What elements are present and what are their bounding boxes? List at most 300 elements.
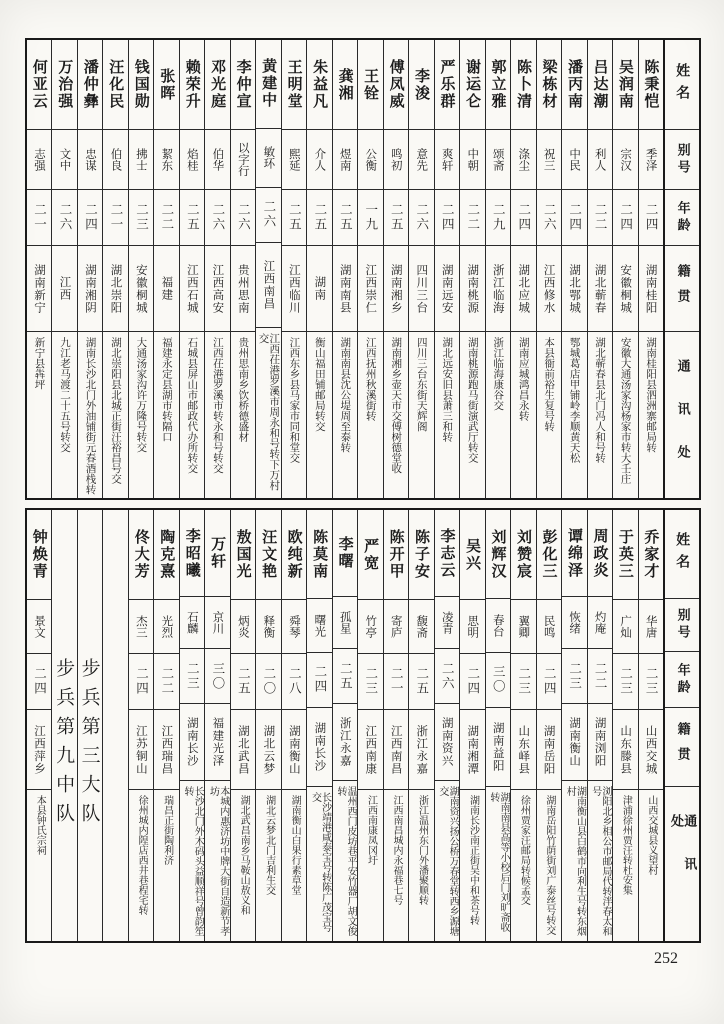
- address-cell: 江西南康凤冈圩: [365, 795, 377, 865]
- origin-cell: 山东峄县: [511, 710, 535, 790]
- address-cell: 江西抚州秋溪街转: [364, 337, 377, 421]
- header-column: [663, 510, 699, 941]
- address-cell: 安徽大通汤家沟杨家市转大壬庄: [619, 337, 632, 484]
- entry-column: [561, 40, 586, 498]
- entry-column: [612, 510, 637, 941]
- origin-cell: 湖南: [307, 246, 331, 332]
- origin-cell: 湖南浏阳: [588, 704, 612, 781]
- origin-cell: 湖南长沙: [180, 704, 204, 781]
- alias-cell: 敏环: [256, 129, 280, 188]
- address-cell: 本县衙前裕生复号转: [543, 337, 556, 432]
- alias-cell: 曙光: [307, 599, 331, 653]
- name-cell: 李仲宣: [231, 40, 255, 130]
- name-cell: 李曙: [333, 510, 357, 597]
- name-cell: 陶克熹: [154, 510, 178, 600]
- name-cell: 刘辉汉: [486, 510, 510, 599]
- entry-column: [638, 510, 663, 941]
- age-cell: 二五: [231, 654, 255, 710]
- alias-cell: 忠谋: [78, 130, 102, 190]
- alias-cell: 翼卿: [511, 600, 535, 654]
- entry-column: [128, 510, 153, 941]
- entry-column: [536, 40, 561, 498]
- alias-cell: 熙延: [282, 130, 306, 190]
- name-cell: 严宽: [358, 510, 382, 600]
- alias-cell: 煜南: [333, 130, 357, 190]
- origin-cell: 江西南昌: [256, 243, 280, 328]
- age-cell: 二五: [333, 649, 357, 703]
- address-cell: 江西南昌城内永福巷七号: [391, 795, 402, 905]
- address-cell: 徐州城内隍店西井巷程宅转: [136, 795, 148, 915]
- age-cell: 二四: [613, 190, 637, 246]
- origin-cell: 浙江临海: [486, 246, 510, 332]
- age-cell: 二五: [384, 190, 408, 246]
- name-cell: 万轩: [205, 510, 229, 597]
- origin-cell: 湖北云梦: [256, 710, 280, 790]
- age-cell: 二四: [511, 190, 535, 246]
- address-cell: 湖南岳阳竹荫街刘广泰丝号转交: [543, 795, 555, 935]
- origin-cell: 安徽桐城: [613, 246, 637, 332]
- age-cell: 二三: [358, 654, 382, 710]
- address-cell: 贵州思南乡饮桥德盛材: [237, 337, 250, 442]
- age-cell: 二六: [435, 649, 459, 703]
- alias-cell: 以字行: [231, 130, 255, 190]
- alias-cell: 舜琴: [282, 600, 306, 654]
- entry-column: [153, 40, 178, 498]
- entry-column: [179, 510, 204, 941]
- alias-cell: 民鸣: [537, 600, 561, 654]
- entry-column: [306, 40, 331, 498]
- entry-column: [357, 510, 382, 941]
- age-cell: 二四: [537, 654, 561, 710]
- origin-cell: 江西瑞昌: [154, 710, 178, 790]
- unit-designation-label: 步兵第九中队: [53, 658, 76, 832]
- origin-cell: 江西南昌: [384, 710, 408, 790]
- name-cell: 欧纯新: [282, 510, 306, 600]
- alias-cell: 灼庵: [588, 597, 612, 649]
- origin-cell: 江苏铜山: [129, 710, 153, 790]
- address-cell: 湖南桂阳县泗洲寨邮局转: [645, 337, 658, 453]
- name-cell: 张晖: [154, 40, 178, 130]
- age-cell: 二九: [486, 190, 510, 246]
- name-cell: 汪化民: [103, 40, 127, 130]
- alias-cell: 竹亭: [358, 600, 382, 654]
- origin-cell: 湖北武昌: [231, 710, 255, 790]
- alias-cell: 介人: [307, 130, 331, 190]
- alias-cell: 焰桂: [180, 130, 204, 190]
- origin-cell: 湖北蕲春: [588, 246, 612, 332]
- register-table-top: [25, 38, 701, 500]
- origin-cell: 安徽桐城: [129, 246, 153, 332]
- alias-cell: 思明: [460, 600, 484, 654]
- address-cell: 本县钟氏宗祠: [34, 795, 46, 855]
- alias-cell: 广灿: [613, 600, 637, 654]
- origin-cell: 山西交城: [639, 710, 663, 790]
- entry-column: [306, 510, 331, 941]
- origin-cell: 福建光泽: [205, 704, 229, 781]
- origin-cell: 湖南岳阳: [537, 710, 561, 790]
- entry-column: [612, 40, 637, 498]
- unit-designation-column: [51, 510, 76, 941]
- name-cell: 乔家才: [639, 510, 663, 600]
- age-cell: 二一: [103, 190, 127, 246]
- age-cell: 二一: [384, 654, 408, 710]
- alias-cell: 杰三: [129, 600, 153, 654]
- name-cell: 陈秉恺: [639, 40, 663, 130]
- entry-column: [383, 40, 408, 498]
- name-cell: 严乐群: [435, 40, 459, 130]
- alias-cell: 絜东: [154, 130, 178, 190]
- age-cell: 三〇: [205, 649, 229, 703]
- age-cell: 二六: [231, 190, 255, 246]
- origin-cell: 浙江永嘉: [409, 710, 433, 790]
- unit-designation-label: 步兵第三大队: [78, 658, 101, 832]
- name-cell: 王铨: [358, 40, 382, 130]
- alias-cell: 华唐: [639, 600, 663, 654]
- age-cell: 二五: [409, 654, 433, 710]
- entry-column: [332, 40, 357, 498]
- entry-column: [434, 510, 459, 941]
- origin-cell: 湖南南县: [333, 246, 357, 332]
- origin-cell: 江西萍乡: [27, 710, 51, 790]
- age-cell: 二〇: [256, 654, 280, 710]
- alias-cell: 季泽: [639, 130, 663, 190]
- entry-column: [408, 510, 433, 941]
- age-cell: 二三: [613, 654, 637, 710]
- address-cell: 浙江温州东门外潘聚顺转: [416, 795, 428, 905]
- entry-column: [459, 40, 484, 498]
- entry-column: [128, 40, 153, 498]
- alias-cell: 公衡: [358, 130, 382, 190]
- entry-column: [204, 40, 229, 498]
- origin-cell: 福建: [154, 246, 178, 332]
- address-cell: 湖南南县沈公堤周至泰转: [339, 337, 352, 453]
- origin-cell: 湖南湘阴: [78, 246, 102, 332]
- origin-cell: 湖北崇阳: [103, 246, 127, 332]
- alias-cell: 石麟: [180, 597, 204, 649]
- header-name: 姓名: [665, 510, 699, 599]
- entry-column: [281, 510, 306, 941]
- address-cell: 山西交城县义望村: [645, 795, 657, 875]
- origin-cell: 湖南益阳: [486, 708, 510, 787]
- header-name: 姓名: [665, 40, 699, 130]
- age-cell: 二三: [129, 190, 153, 246]
- alias-cell: 颂斋: [486, 130, 510, 190]
- alias-cell: 伯良: [103, 130, 127, 190]
- origin-cell: 江西石城: [180, 246, 204, 332]
- alias-cell: 寄庐: [384, 600, 408, 654]
- header-column: [663, 40, 699, 498]
- origin-cell: 江西临川: [282, 246, 306, 332]
- age-cell: 二二: [588, 190, 612, 246]
- origin-cell: 湖南湘潭: [460, 710, 484, 790]
- age-cell: 二三: [639, 654, 663, 710]
- entry-column: [536, 510, 561, 941]
- age-cell: 二三: [511, 654, 535, 710]
- name-cell: 陈子安: [409, 510, 433, 600]
- entry-column: [230, 510, 255, 941]
- address-cell: 瑞昌正街陶利济: [161, 795, 173, 865]
- name-cell: 王明堂: [282, 40, 306, 130]
- alias-cell: 中民: [562, 130, 586, 190]
- origin-cell: 湖南远安: [435, 246, 459, 332]
- age-cell: 二六: [205, 190, 229, 246]
- header-alias: 别号: [665, 599, 699, 652]
- alias-cell: 释衡: [256, 600, 280, 654]
- header-origin: 籍贯: [665, 708, 699, 787]
- age-cell: 二五: [333, 190, 357, 246]
- origin-cell: 浙江永嘉: [333, 704, 357, 781]
- origin-cell: 江西高安: [205, 246, 229, 332]
- name-cell: 李昭曦: [180, 510, 204, 597]
- origin-cell: 江西修水: [537, 246, 561, 332]
- name-cell: 傅凤威: [384, 40, 408, 130]
- address-cell: 九江老马渡二十五号转交: [58, 337, 71, 453]
- alias-cell: 利人: [588, 130, 612, 190]
- alias-cell: 伯华: [205, 130, 229, 190]
- page-number: 252: [654, 950, 678, 967]
- name-cell: 陈莫南: [307, 510, 331, 599]
- origin-cell: 湖南桂阳: [639, 246, 663, 332]
- address-cell: 湖北崇阳县北城正街汪裕昌号交: [109, 337, 122, 484]
- entry-column: [638, 40, 663, 498]
- name-cell: 黄建中: [256, 40, 280, 129]
- entry-column: [102, 40, 127, 498]
- name-cell: 李志云: [435, 510, 459, 597]
- name-cell: 龚湘: [333, 40, 357, 130]
- entry-column: [383, 510, 408, 941]
- origin-cell: 湖南衡山: [562, 704, 586, 781]
- entry-column: [27, 40, 51, 498]
- address-cell: 津浦徐州贾汪转杜安集: [620, 795, 632, 895]
- blank-column: [102, 510, 127, 941]
- name-cell: 陈卜清: [511, 40, 535, 130]
- alias-cell: 文中: [52, 130, 76, 190]
- age-cell: 二六: [537, 190, 561, 246]
- age-cell: 二四: [639, 190, 663, 246]
- address-cell: 徐州贾家汪邮局转候孟交: [518, 795, 530, 905]
- name-cell: 谭绵泽: [562, 510, 586, 597]
- origin-cell: 湖南长沙: [307, 708, 331, 787]
- name-cell: 钱国勋: [129, 40, 153, 130]
- age-cell: 二六: [256, 188, 280, 243]
- entry-column: [204, 510, 229, 941]
- alias-cell: 春台: [486, 599, 510, 653]
- age-cell: 一九: [358, 190, 382, 246]
- address-cell: 湖南长沙北门外油铺街元春酒栈转: [84, 337, 97, 495]
- address-cell: 湖北武昌南乡马鞍山敖义和: [238, 795, 250, 915]
- alias-cell: 志强: [27, 130, 51, 190]
- name-cell: 何亚云: [27, 40, 51, 130]
- address-cell: 江西茌港罗溪市转永和号转交: [211, 337, 224, 474]
- name-cell: 吴润南: [613, 40, 637, 130]
- origin-cell: 湖北应城: [511, 246, 535, 332]
- address-cell: 湖南长沙南正街吴中和茶号转: [467, 795, 479, 925]
- origin-cell: 湖南湘乡: [384, 246, 408, 332]
- name-cell: 汪文艳: [256, 510, 280, 600]
- entry-column: [179, 40, 204, 498]
- alias-cell: 京川: [205, 597, 229, 649]
- name-cell: 周政炎: [588, 510, 612, 597]
- entry-column: [485, 510, 510, 941]
- entry-column: [459, 510, 484, 941]
- entry-column: [281, 40, 306, 498]
- name-cell: 朱益凡: [307, 40, 331, 130]
- alias-cell: 孤星: [333, 597, 357, 649]
- entry-column: [332, 510, 357, 941]
- origin-cell: 湖南桃源: [460, 246, 484, 332]
- name-cell: 刘赞宸: [511, 510, 535, 600]
- entry-column: [255, 40, 280, 498]
- address-cell: 长沙北门外木码头益顺祥号曾韵笙转: [182, 786, 204, 937]
- alias-cell: 涤尘: [511, 130, 535, 190]
- entry-column: [153, 510, 178, 941]
- alias-cell: 恢绪: [562, 597, 586, 649]
- age-cell: 二八: [282, 654, 306, 710]
- entry-column: [434, 40, 459, 498]
- header-origin: 籍贯: [665, 246, 699, 332]
- name-cell: 陈开甲: [384, 510, 408, 600]
- name-cell: 潘仲彝: [78, 40, 102, 130]
- entry-column: [485, 40, 510, 498]
- age-cell: 二五: [307, 190, 331, 246]
- age-cell: 二二: [154, 654, 178, 710]
- origin-cell: 江西崇仁: [358, 246, 382, 332]
- address-cell: 长沙靖港咸泰宝号转陈广茂宝号交: [309, 792, 331, 933]
- header-address: 通讯处: [674, 359, 690, 488]
- entry-column: [408, 40, 433, 498]
- origin-cell: 江西: [52, 246, 76, 332]
- entry-column: [255, 510, 280, 941]
- origin-cell: 湖北鄂城: [562, 246, 586, 332]
- address-cell: 温州西门皮坊巷平安竹器厂胡文俊转: [334, 786, 357, 937]
- name-cell: 佟大芳: [129, 510, 153, 600]
- name-cell: 万治强: [52, 40, 76, 130]
- origin-cell: 贵州思南: [231, 246, 255, 332]
- age-cell: 二四: [460, 654, 484, 710]
- origin-cell: 山东滕县: [613, 710, 637, 790]
- alias-cell: 景文: [27, 600, 51, 654]
- age-cell: 二四: [562, 190, 586, 246]
- address-cell: 湖南湘乡壶天市交傅树德堂收: [390, 337, 403, 474]
- name-cell: 谢运仑: [460, 40, 484, 130]
- unit-designation-column: [77, 510, 102, 941]
- age-cell: 二四: [27, 654, 51, 710]
- alias-cell: 馥斋: [409, 600, 433, 654]
- origin-cell: 四川三台: [409, 246, 433, 332]
- address-cell: 新宁县犇坪: [33, 337, 46, 390]
- age-cell: 二三: [180, 649, 204, 703]
- alias-cell: 凌青: [435, 597, 459, 649]
- entry-column: [510, 40, 535, 498]
- address-cell: 福建永定县湖市转隔口: [160, 337, 173, 442]
- name-cell: 敖国光: [231, 510, 255, 600]
- name-cell: 钟焕青: [27, 510, 51, 600]
- address-cell: 湖南南县高等小校后门刘旷斋收转: [487, 792, 510, 933]
- name-cell: 郭立雅: [486, 40, 510, 130]
- address-cell: 江西东乡县马家市同和堂交: [288, 337, 301, 463]
- address-cell: 湖南桃源跑马街演武厅转交: [466, 337, 479, 463]
- age-cell: 二四: [435, 190, 459, 246]
- address-cell: 湖南资兴扬公桥万春堂转西乡源塘交: [436, 786, 459, 937]
- name-cell: 吴兴: [460, 510, 484, 600]
- entry-column: [51, 40, 76, 498]
- origin-cell: 湖南资兴: [435, 704, 459, 781]
- origin-cell: 湖南衡山: [282, 710, 306, 790]
- address-cell: 湖南应城鸿昌永转: [517, 337, 530, 421]
- address-cell: 湖南衡山白果行素草堂: [289, 795, 301, 895]
- alias-cell: 祝三: [537, 130, 561, 190]
- age-cell: 二四: [307, 653, 331, 708]
- address-cell: 湖北云梦北门吉利生交: [263, 795, 275, 895]
- entry-column: [357, 40, 382, 498]
- origin-cell: 湖南新宁: [27, 246, 51, 332]
- name-cell: 于英三: [613, 510, 637, 600]
- entry-column: [587, 40, 612, 498]
- address-cell: 湖南衡山县白鹤市向利生号转东烟村: [564, 786, 586, 937]
- age-cell: 二六: [409, 190, 433, 246]
- age-cell: 二三: [562, 649, 586, 703]
- entry-column: [77, 40, 102, 498]
- alias-cell: 爽轩: [435, 130, 459, 190]
- name-cell: 彭化三: [537, 510, 561, 600]
- address-cell: 浏阳北乡相公市邮局代转泮春太和号: [589, 786, 611, 937]
- age-cell: 二一: [27, 190, 51, 246]
- alias-cell: 光烈: [154, 600, 178, 654]
- alias-cell: 拂士: [129, 130, 153, 190]
- name-cell: 潘丙南: [562, 40, 586, 130]
- age-cell: 二二: [588, 649, 612, 703]
- age-cell: 二五: [282, 190, 306, 246]
- address-cell: 湖北远安旧县萧三和转: [441, 337, 454, 442]
- name-cell: 邓光庭: [205, 40, 229, 130]
- origin-cell: 江西南康: [358, 710, 382, 790]
- address-cell: 四川三台东街天辉阁: [415, 337, 428, 432]
- age-cell: 二二: [154, 190, 178, 246]
- entry-column: [230, 40, 255, 498]
- age-cell: 二四: [129, 654, 153, 710]
- address-cell: 大通汤家沟许万隆号转交: [135, 337, 148, 453]
- entry-column: [587, 510, 612, 941]
- address-cell: 本城内惠济坊中牌大街自造新节孝坊: [207, 786, 229, 937]
- header-age: 年龄: [665, 190, 699, 246]
- age-cell: 二五: [180, 190, 204, 246]
- address-cell: 衡山福田铺邮局转交: [313, 337, 326, 432]
- header-address: 通讯处: [668, 813, 697, 900]
- address-cell: 湖北蕲春县北门冯人和号转: [594, 337, 607, 463]
- register-table-bottom: [25, 508, 701, 943]
- age-cell: 三〇: [486, 653, 510, 708]
- entry-column: [27, 510, 51, 941]
- address-cell: 鄂城葛店甲铺岭李顺黄天松: [568, 337, 581, 463]
- header-age: 年龄: [665, 652, 699, 707]
- alias-cell: 宗汉: [613, 130, 637, 190]
- name-cell: 赖荣升: [180, 40, 204, 130]
- age-cell: 二六: [52, 190, 76, 246]
- address-cell: 江西茌港罗溪市周永和号转下万村交: [257, 332, 281, 491]
- age-cell: 二二: [460, 190, 484, 246]
- alias-cell: 炳炎: [231, 600, 255, 654]
- address-cell: 石城县屏山市邮政代办所转交: [186, 337, 199, 474]
- name-cell: 梁栋材: [537, 40, 561, 130]
- entry-column: [510, 510, 535, 941]
- alias-cell: 鸣初: [384, 130, 408, 190]
- name-cell: 吕达潮: [588, 40, 612, 130]
- age-cell: 二四: [78, 190, 102, 246]
- alias-cell: 中朝: [460, 130, 484, 190]
- header-alias: 别号: [665, 130, 699, 190]
- name-cell: 李浚: [409, 40, 433, 130]
- entry-column: [561, 510, 586, 941]
